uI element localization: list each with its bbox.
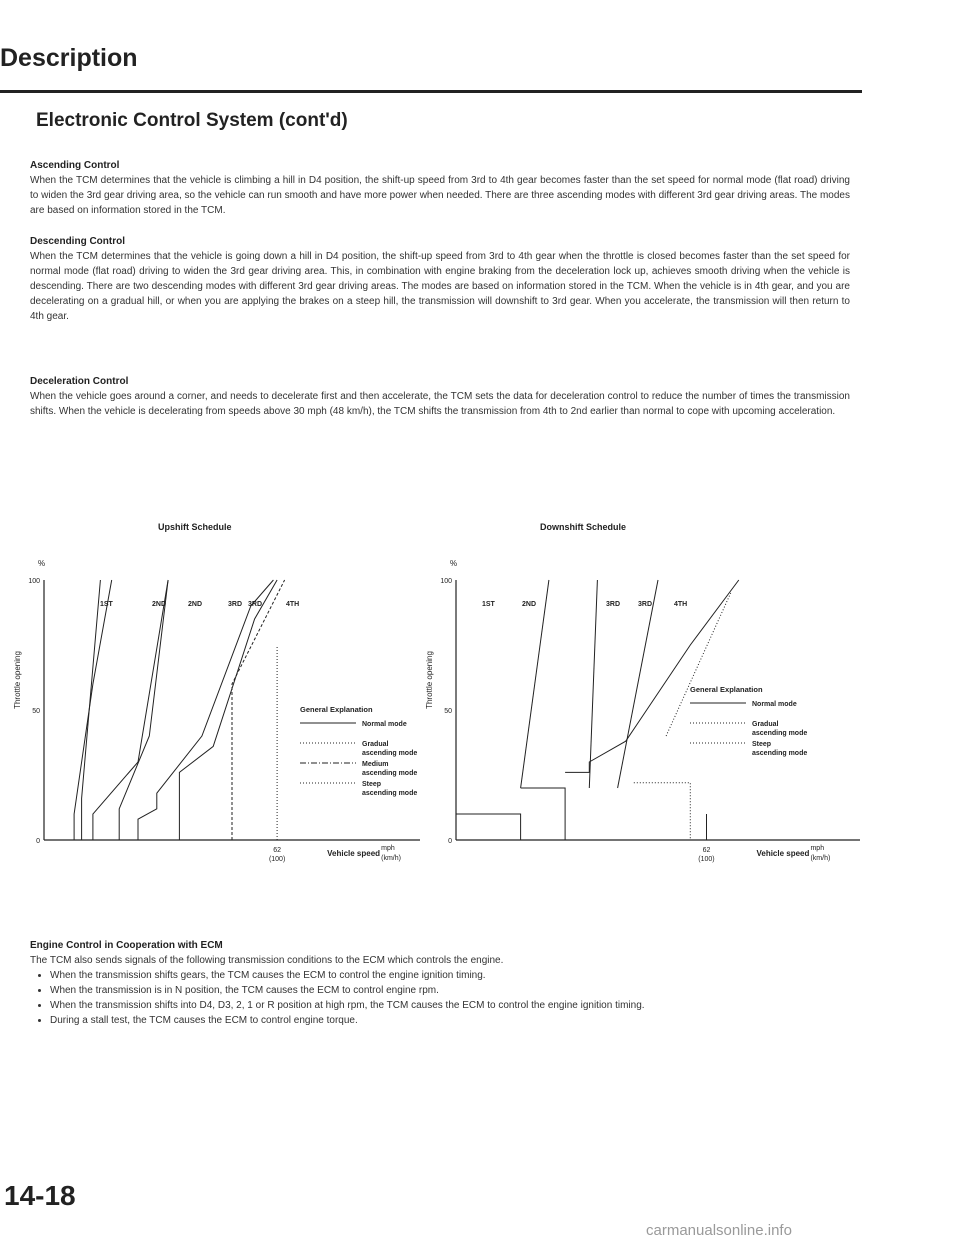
downshift-chart-title: Downshift Schedule <box>540 522 627 532</box>
series-line <box>119 580 168 840</box>
legend-entry: Gradual ascending mode <box>362 741 418 757</box>
legend-entry: Gradual ascending mode <box>752 721 808 737</box>
shift-label: 4TH <box>286 601 300 608</box>
engine-control-heading: Engine Control in Cooperation with ECM <box>30 940 223 951</box>
deceleration-control-text: When the vehicle goes around a corner, and needs to decelerate first and then accelerate, the TCM sets the data for deceleration control to reduce the number of times the transmission shifts. When the vehicle is decelerating from speeds above 30 mph (48 km/h), the TCM shifts the transmission from 4th to 2nd earlier than normal to cope with upcoming acceleration. <box>30 391 850 417</box>
shift-label: 2ND <box>152 601 167 608</box>
y-tick-label: 50 <box>444 708 452 715</box>
descending-control-text: When the TCM determines that the vehicle is going down a hill in D4 position, the shift-up speed from 3rd to 4th gear when the throttle is closed becomes faster than the set speed for normal mode (flat road) driving to widen the 3rd gear driving area. This, in combination with engine braking from the deceleration lock up, achieves smooth driving when the vehicle is descending. There are two descending modes with different 3rd gear driving areas. The modes are based on information stored in the TCM. When the vehicle is in 4th gear, and you are decelerating on a gradual hill, or when you are applying the brakes on a steep hill, the transmission will downshift to 3rd gear. When you accelerate, the transmission will then return to 4th gear. <box>30 251 850 322</box>
legend-entry: Medium ascending mode <box>362 761 418 777</box>
descending-control-section <box>30 234 850 324</box>
shift-label: 4TH <box>674 601 688 608</box>
y-unit-label: % <box>450 559 458 568</box>
x-unit-bottom: (km/h) <box>810 855 831 862</box>
x-axis-label: Vehicle speed <box>756 849 810 858</box>
y-tick-label: 100 <box>28 578 40 585</box>
x-tick-sublabel: (100) <box>268 856 286 863</box>
watermark: carmanualsonline.info <box>646 1222 792 1239</box>
list-item: • When the transmission shifts gears, the TCM causes the ECM to control the engine ignition timing. <box>50 968 850 983</box>
list-item: • During a stall test, the TCM causes the ECM to control engine torque. <box>50 1013 850 1028</box>
x-unit-top: mph <box>810 845 825 852</box>
y-tick-label: 0 <box>36 838 40 845</box>
x-tick-label: 62 <box>702 847 711 854</box>
series-line <box>521 580 549 788</box>
series-line <box>74 580 112 840</box>
shift-label: 3RD <box>228 601 243 608</box>
shift-label: 3RD <box>606 601 621 608</box>
engine-control-list <box>30 968 850 1028</box>
ascending-control-section <box>30 158 850 218</box>
y-tick-label: 0 <box>448 838 452 845</box>
ascending-control-text: When the TCM determines that the vehicle is climbing a hill in D4 position, the shift-up speed from 3rd to 4th gear becomes faster than the set speed for normal mode (flat road) driving to widen the 3rd gear driving area, so the vehicle can run smooth and have more power when needed. There are three ascending modes with different 3rd gear driving areas. The modes are based on information stored in the TCM. <box>30 175 850 216</box>
y-axis-label: Throttle opening <box>425 651 434 709</box>
engine-control-section <box>30 938 850 1028</box>
x-axis-label: Vehicle speed <box>327 849 381 858</box>
x-unit-bottom: (km/h) <box>381 855 401 862</box>
descending-control-heading: Descending Control <box>30 236 126 247</box>
page-number: 14-18 <box>4 1180 76 1211</box>
series-line <box>521 788 566 840</box>
series-line <box>82 580 101 840</box>
legend-title: General Explanation <box>690 685 763 694</box>
legend-entry: Steep ascending mode <box>752 741 808 757</box>
series-line <box>666 593 731 736</box>
upshift-chart-title: Upshift Schedule <box>158 522 232 532</box>
downshift-chart <box>420 540 890 870</box>
upshift-chart <box>0 540 460 870</box>
shift-label: 1ST <box>100 601 113 608</box>
series-line <box>456 814 521 840</box>
series-line <box>179 580 277 840</box>
y-unit-label: % <box>38 559 46 568</box>
shift-label: 2ND <box>188 601 203 608</box>
title-rule <box>0 90 862 93</box>
shift-label: 3RD <box>248 601 263 608</box>
legend-entry: Normal mode <box>752 701 797 708</box>
deceleration-control-section <box>30 374 850 419</box>
shift-label: 1ST <box>482 601 495 608</box>
ascending-control-heading: Ascending Control <box>30 160 120 171</box>
series-line <box>138 580 273 840</box>
engine-control-intro: The TCM also sends signals of the following transmission conditions to the ECM which controls the engine. <box>30 955 504 966</box>
legend-title: General Explanation <box>300 705 373 714</box>
list-item: • When the transmission shifts into D4, D3, 2, 1 or R position at high rpm, the TCM causes the ECM to control the engine ignition timing. <box>50 998 850 1013</box>
x-unit-top: mph <box>381 845 395 852</box>
deceleration-control-heading: Deceleration Control <box>30 376 129 387</box>
shift-label: 2ND <box>522 601 537 608</box>
y-tick-label: 100 <box>440 578 452 585</box>
x-tick-label: 62 <box>273 847 282 854</box>
shift-label: 3RD <box>638 601 653 608</box>
y-axis-label: Throttle opening <box>13 651 22 709</box>
legend-entry: Normal mode <box>362 721 407 728</box>
y-tick-label: 50 <box>32 708 40 715</box>
series-line <box>634 783 691 840</box>
series-line <box>618 580 658 788</box>
series-line <box>589 580 597 788</box>
page-title: Description <box>0 44 138 72</box>
x-tick-sublabel: (100) <box>698 856 715 863</box>
section-title: Electronic Control System (cont'd) <box>36 110 348 131</box>
legend-entry: Steep ascending mode <box>362 781 418 797</box>
list-item: • When the transmission is in N position, the TCM causes the ECM to control engine rpm. <box>50 983 850 998</box>
